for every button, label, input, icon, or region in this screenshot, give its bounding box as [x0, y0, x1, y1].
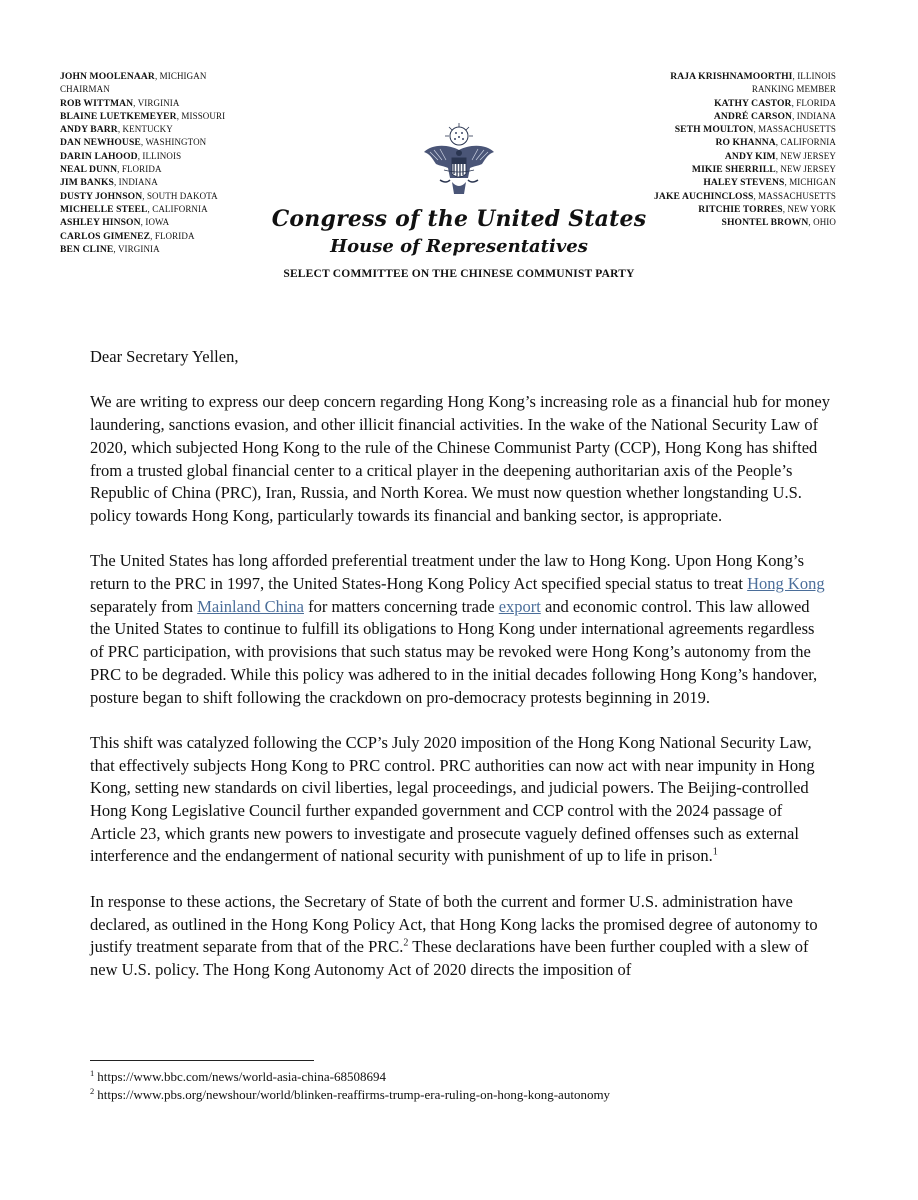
salutation: Dear Secretary Yellen,	[90, 347, 239, 366]
roster-entry: JOHN MOOLENAAR, MICHIGAN	[60, 71, 207, 82]
roster-entry: NEAL DUNN, FLORIDA	[60, 164, 162, 176]
roster-entry: DUSTY JOHNSON, SOUTH DAKOTA	[60, 190, 218, 202]
hong-kong-link[interactable]: Hong Kong	[747, 574, 825, 593]
roster-entry: RANKING MEMBER	[751, 84, 836, 95]
paragraph-text: These declarations have been further coupled with a slew of new U.S. policy. The Hong Kong Autonomy Act of 2020 directs the imposition of	[90, 937, 809, 979]
roster-entry: HALEY STEVENS, MICHIGAN	[703, 177, 836, 189]
roster-entry: MIKIE SHERRILL, NEW JERSEY	[691, 164, 836, 176]
paragraph-text: separately from	[90, 596, 198, 616]
footnotes	[90, 1068, 610, 1104]
committee-name: SELECT COMMITTEE ON THE CHINESE COMMUNIST PARTY	[283, 268, 635, 280]
footnote-divider	[90, 1060, 314, 1061]
letter-body	[90, 346, 830, 1004]
roster-entry: JIM BANKS, INDIANA	[60, 177, 158, 189]
roster-entry: ASHLEY HINSON, IOWA	[60, 217, 170, 229]
footnote-text: https://www.pbs.org/newshour/world/blinken-reaffirms-trump-era-ruling-on-hong-kong-autonomy	[97, 1087, 611, 1102]
paragraph-text: for matters concerning trade	[303, 596, 499, 616]
footnote-1	[90, 1068, 610, 1086]
footnote-number: 1	[90, 1067, 95, 1078]
paragraph-text: The United States has long afforded preferential treatment under the law to Hong Kong. Upon Hong Kong’s return to the PRC in 1997, the United States-Hong Kong Policy Act specified special status to treat	[90, 551, 805, 593]
roster-entry: CHAIRMAN	[60, 84, 110, 95]
congress-title: Congress of the United States	[271, 206, 647, 232]
roster-entry: RITCHIE TORRES, NEW YORK	[698, 203, 836, 215]
roster-entry: SHONTEL BROWN, OHIO	[721, 217, 836, 229]
footnote-2	[90, 1086, 610, 1104]
great-seal-eagle-icon	[418, 122, 500, 204]
paragraph-3	[90, 732, 830, 868]
roster-entry: RAJA KRISHNAMOORTHI, ILLINOIS	[670, 71, 836, 82]
export-link[interactable]: export	[498, 596, 541, 616]
roster-entry: ANDY BARR, KENTUCKY	[60, 124, 173, 136]
roster-entry: MICHELLE STEEL, CALIFORNIA	[60, 203, 208, 215]
paragraph-1: We are writing to express our deep concern regarding Hong Kong’s increasing role as a financial hub for money laundering, sanctions evasion, and other illicit financial activities. In the wake of the National Security Law of 2020, which subjected Hong Kong to the rule of the Chinese Communist Party (CCP), Hong Kong has shifted from a trusted global financial center to a critical player in the deepening authoritarian axis of the People’s Republic of China (PRC), Iran, Russia, and North Korea. We must now question whether longstanding U.S. policy towards Hong Kong, particularly towards its financial and banking sector, is appropriate.	[90, 392, 831, 525]
footnote-ref: 1	[712, 846, 718, 858]
paragraph-4	[90, 891, 830, 982]
roster-entry: KATHY CASTOR, FLORIDA	[714, 97, 836, 109]
paragraph-text: This shift was catalyzed following the CCP’s July 2020 imposition of the Hong Kong National Security Law, that effectively subjects Hong Kong to PRC control. PRC authorities can now act with near impunity in Hong Kong, setting new standards on civil liberties, legal proceedings, and judicial powers. The Beijing-controlled Hong Kong Legislative Council further expanded government and CCP control with the 2024 passage of Article 23, which grants new powers to investigate and prosecute vaguely defined offenses such as external interference and the endangerment of national security with punishment of up to life in prison.	[90, 732, 815, 866]
roster-entry: SETH MOULTON, MASSACHUSETTS	[674, 124, 836, 136]
roster-entry: ANDY KIM, NEW JERSEY	[724, 150, 836, 162]
roster-entry: CARLOS GIMENEZ, FLORIDA	[60, 230, 195, 242]
roster-entry: BLAINE LUETKEMEYER, MISSOURI	[60, 110, 226, 122]
roster-entry: BEN CLINE, VIRGINIA	[60, 243, 160, 255]
roster-entry: ROB WITTMAN, VIRGINIA	[60, 97, 180, 109]
footnote-text: https://www.bbc.com/news/world-asia-china-68508694	[97, 1069, 386, 1084]
roster-entry: DAN NEWHOUSE, WASHINGTON	[60, 137, 207, 149]
roster-entry: RO KHANNA, CALIFORNIA	[715, 137, 836, 149]
roster-entry: JAKE AUCHINCLOSS, MASSACHUSETTS	[654, 190, 836, 202]
paragraph-text: In response to these actions, the Secretary of State of both the current and former U.S. administration have declared, as outlined in the Hong Kong Policy Act, that Hong Kong lacks the promised degree of autonomy to justify treatment separate from that of the PRC.	[90, 891, 818, 957]
paragraph-2	[90, 550, 830, 709]
paragraph-text: and economic control. This law allowed the United States to continue to fulfill its obligations to Hong Kong under international agreements regardless of PRC participation, with provisions that such status may be revoked were Hong Kong’s autonomy from the PRC to be degraded. While this policy was adhered to in the initial decades following Hong Kong’s handover, posture began to shift following the crackdown on pro-democracy protests beginning in 2019.	[90, 596, 818, 707]
footnote-number: 2	[90, 1085, 95, 1096]
house-title: House of Representatives	[330, 236, 588, 257]
footnote-ref: 2	[403, 937, 409, 949]
roster-entry: ANDRÉ CARSON, INDIANA	[713, 110, 836, 122]
mainland-china-link[interactable]: Mainland China	[197, 596, 304, 616]
roster-entry: DARIN LAHOOD, ILLINOIS	[60, 150, 182, 162]
